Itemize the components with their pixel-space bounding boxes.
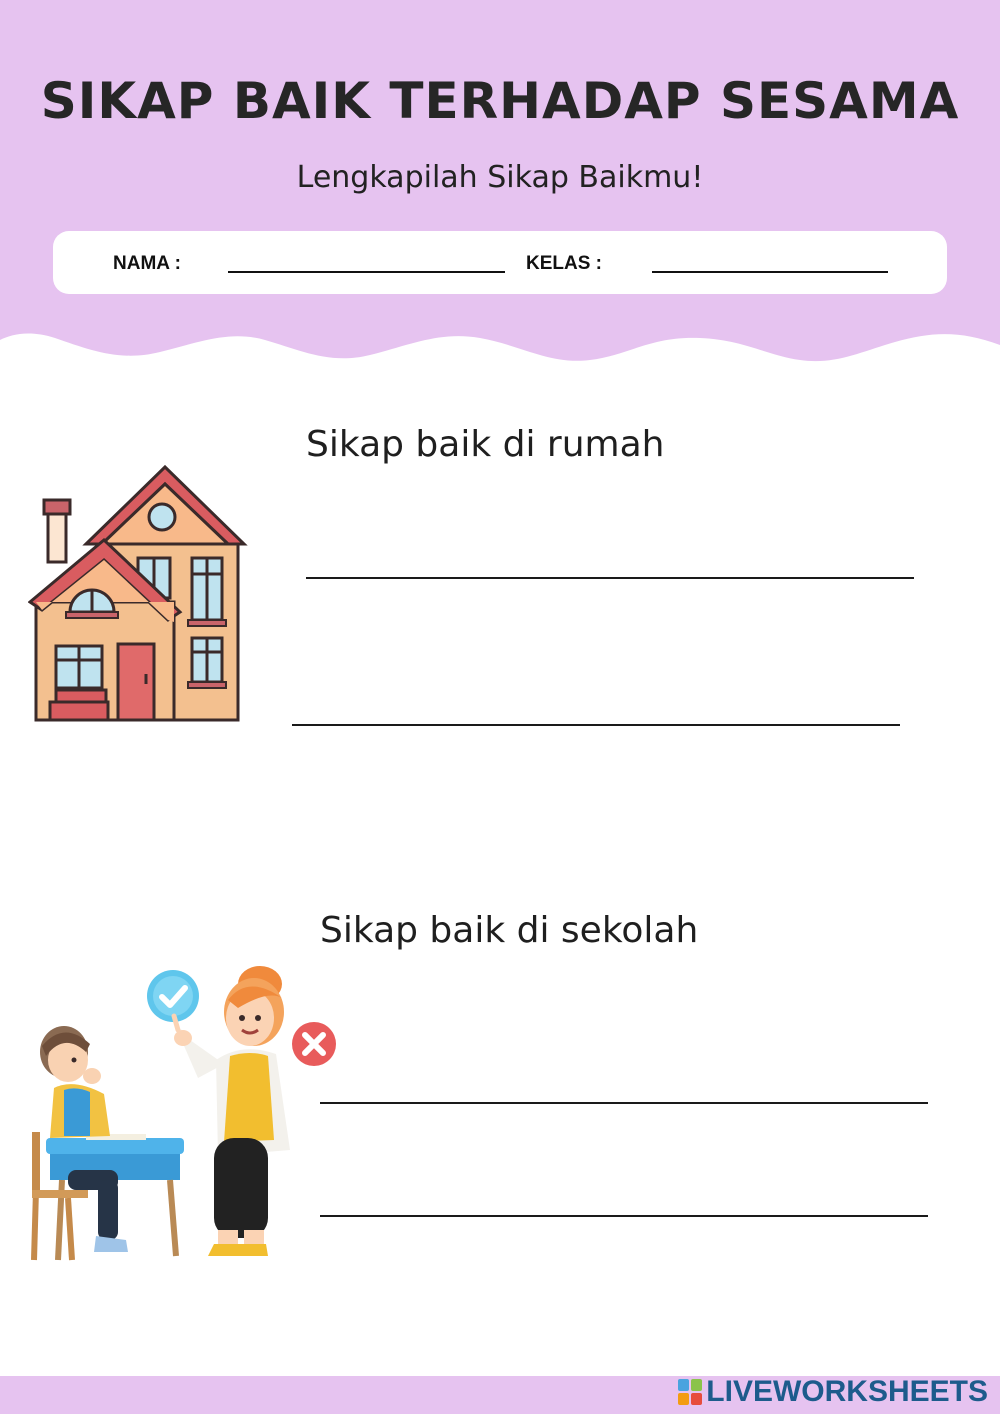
- name-label: NAMA :: [113, 253, 181, 274]
- page-subtitle: Lengkapilah Sikap Baikmu!: [296, 160, 704, 195]
- classroom-icon: [28, 960, 348, 1270]
- section-title-school: Sikap baik di sekolah: [320, 910, 699, 951]
- answer-line-home-2[interactable]: [292, 724, 900, 726]
- brand-logo[interactable]: [678, 1374, 988, 1410]
- student-info-box: [53, 231, 947, 294]
- class-field[interactable]: [652, 271, 888, 273]
- class-label: KELAS :: [526, 253, 602, 274]
- name-field[interactable]: [228, 271, 505, 273]
- page-title: SIKAP BAIK TERHADAP SESAMA: [40, 72, 960, 130]
- answer-line-school-2[interactable]: [320, 1215, 928, 1217]
- answer-line-home-1[interactable]: [306, 577, 914, 579]
- section-title-home: Sikap baik di rumah: [306, 424, 665, 465]
- answer-line-school-1[interactable]: [320, 1102, 928, 1104]
- liveworksheets-logo-icon: [678, 1379, 702, 1405]
- brand-name: LIVEWORKSHEETS: [706, 1375, 988, 1408]
- house-icon: [28, 462, 250, 724]
